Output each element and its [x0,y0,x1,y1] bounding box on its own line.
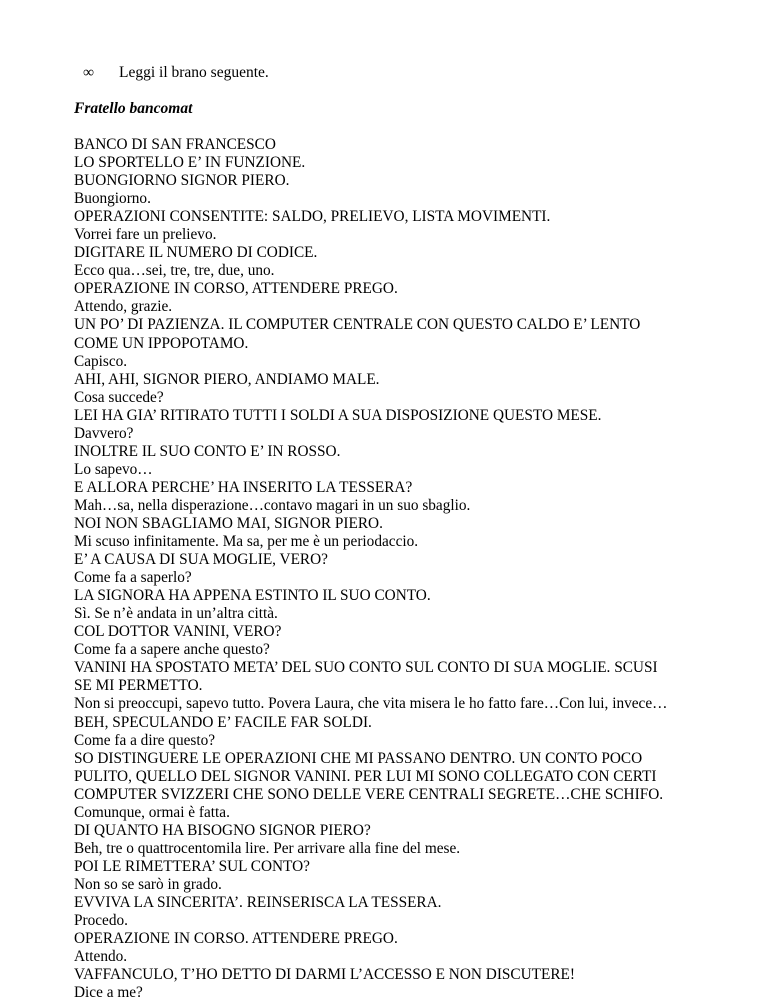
dialogue-line: DIGITARE IL NUMERO DI CODICE. [74,244,318,262]
dialogue-line: E’ A CAUSA DI SUA MOGLIE, VERO? [74,551,328,569]
dialogue-line: Capisco. [74,352,128,370]
dialogue-line: Cosa succede? [74,388,164,406]
infinity-bullet-icon: ∞ [83,64,95,81]
dialogue-line: UN PO’ DI PAZIENZA. IL COMPUTER CENTRALE CON QUESTO CALDO E’ LENTO [74,316,641,334]
dialogue-line: Dice a me? [74,984,143,1002]
dialogue-line: LO SPORTELLO E’ IN FUNZIONE. [74,154,306,172]
dialogue-line: Ecco qua…sei, tre, tre, due, uno. [74,262,275,280]
dialogue-line: POI LE RIMETTERA’ SUL CONTO? [74,857,310,875]
dialogue-line: SE MI PERMETTO. [74,677,203,695]
dialogue-line: BEH, SPECULANDO E’ FACILE FAR SOLDI. [74,713,372,731]
dialogue-line: EVVIVA LA SINCERITA’. REINSERISCA LA TESSERA. [74,893,442,911]
dialogue-line: LEI HA GIA’ RITIRATO TUTTI I SOLDI A SUA DISPOSIZIONE QUESTO MESE. [74,406,602,424]
dialogue-line: PULITO, QUELLO DEL SIGNOR VANINI. PER LUI MI SONO COLLEGATO CON CERTI [74,767,657,785]
document-page [74,64,734,1002]
dialogue-line: Sì. Se n’è andata in un’altra città. [74,605,278,623]
dialogue-line: Mah…sa, nella disperazione…contavo magari in un suo sbaglio. [74,496,471,514]
dialogue-line: COME UN IPPOPOTAMO. [74,334,249,352]
dialogue-line: Come fa a sapere anche questo? [74,641,270,659]
dialogue-line: Non so se sarò in grado. [74,875,222,893]
dialogue-line: Beh, tre o quattrocentomila lire. Per arrivare alla fine del mese. [74,839,461,857]
dialogue-line: VANINI HA SPOSTATO META’ DEL SUO CONTO SUL CONTO DI SUA MOGLIE. SCUSI [74,659,658,677]
story-title: Fratello bancomat [74,100,193,117]
dialogue-line: OPERAZIONE IN CORSO, ATTENDERE PREGO. [74,280,398,298]
dialogue-line: Davvero? [74,424,134,442]
dialogue-line: COL DOTTOR VANINI, VERO? [74,623,282,641]
dialogue-line: NOI NON SBAGLIAMO MAI, SIGNOR PIERO. [74,514,383,532]
dialogue-line: COMPUTER SVIZZERI CHE SONO DELLE VERE CENTRALI SEGRETE…CHE SCHIFO. [74,785,664,803]
dialogue-line: Attendo. [74,948,128,966]
dialogue-line: BANCO DI SAN FRANCESCO [74,136,276,153]
dialogue-line: OPERAZIONE IN CORSO. ATTENDERE PREGO. [74,930,398,948]
dialogue-line: Comunque, ormai è fatta. [74,803,230,821]
dialogue-line: Buongiorno. [74,190,151,208]
dialogue-line: Procedo. [74,912,128,930]
dialogue-line: SO DISTINGUERE LE OPERAZIONI CHE MI PASSANO DENTRO. UN CONTO POCO [74,749,643,767]
dialogue-line: VAFFANCULO, T’HO DETTO DI DARMI L’ACCESSO E NON DISCUTERE! [74,966,575,984]
dialogue-line: Come fa a saperlo? [74,569,192,587]
dialogue-text [74,136,734,1002]
dialogue-line: AHI, AHI, SIGNOR PIERO, ANDIAMO MALE. [74,370,380,388]
dialogue-line: DI QUANTO HA BISOGNO SIGNOR PIERO? [74,821,371,839]
instruction-item [83,64,734,82]
instruction-text: Leggi il brano seguente. [119,64,269,81]
dialogue-line: Mi scuso infinitamente. Ma sa, per me è un periodaccio. [74,533,419,551]
dialogue-line: INOLTRE IL SUO CONTO E’ IN ROSSO. [74,442,341,460]
dialogue-line: Lo sapevo… [74,460,153,478]
dialogue-line: Attendo, grazie. [74,298,173,316]
dialogue-line: E ALLORA PERCHE’ HA INSERITO LA TESSERA? [74,478,413,496]
dialogue-line: Non si preoccupi, sapevo tutto. Povera Laura, che vita misera le ho fatto fare…Con lui, invece… [74,695,668,713]
dialogue-line: Come fa a dire questo? [74,731,216,749]
dialogue-line: OPERAZIONI CONSENTITE: SALDO, PRELIEVO, LISTA MOVIMENTI. [74,208,551,226]
dialogue-line: BUONGIORNO SIGNOR PIERO. [74,172,290,190]
dialogue-line: LA SIGNORA HA APPENA ESTINTO IL SUO CONTO. [74,587,431,605]
dialogue-line: Vorrei fare un prelievo. [74,226,217,244]
